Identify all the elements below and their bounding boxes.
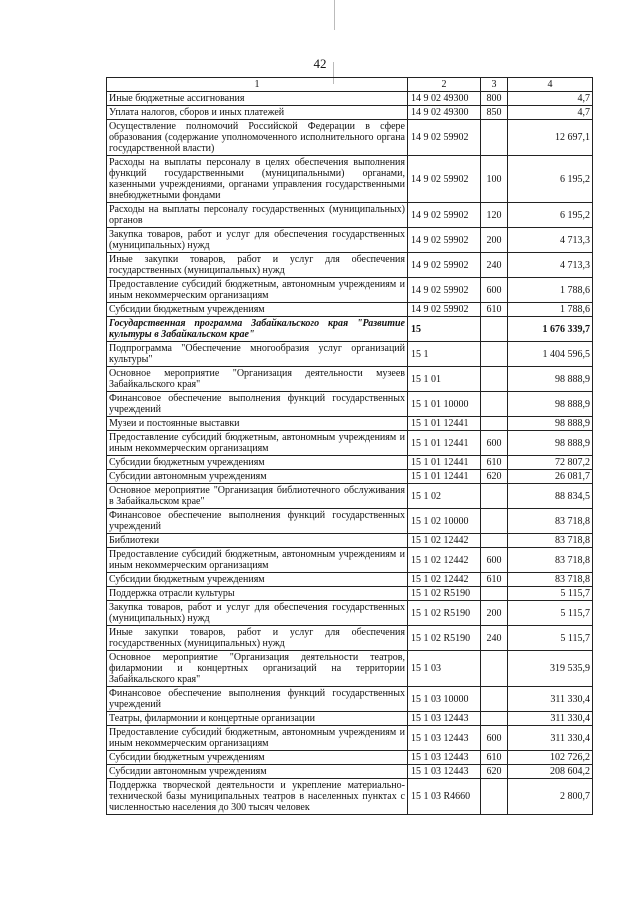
row-amount-cell: 102 726,2 [508,751,593,765]
row-name-cell: Поддержка отрасли культуры [107,587,408,601]
table-row [107,548,593,573]
row-name-cell: Субсидии бюджетным учреждениям [107,751,408,765]
table-row [107,601,593,626]
row-code-cell: 14 9 02 59902 [408,120,481,156]
table-row [107,751,593,765]
row-name-cell: Закупка товаров, работ и услуг для обеспечения государственных (муниципальных) нужд [107,228,408,253]
row-amount-cell: 12 697,1 [508,120,593,156]
row-code-cell: 14 9 02 59902 [408,303,481,317]
header-col-code: 2 [408,78,481,92]
row-type-cell: 620 [481,470,508,484]
row-name-cell: Субсидии бюджетным учреждениям [107,573,408,587]
row-amount-cell: 98 888,9 [508,392,593,417]
row-name-cell: Уплата налогов, сборов и иных платежей [107,106,408,120]
row-name-cell: Закупка товаров, работ и услуг для обеспечения государственных (муниципальных) нужд [107,601,408,626]
table-row [107,303,593,317]
row-amount-cell: 1 404 596,5 [508,342,593,367]
row-amount-cell: 98 888,9 [508,417,593,431]
table-row [107,573,593,587]
row-code-cell: 15 1 02 R5190 [408,587,481,601]
row-code-cell: 14 9 02 49300 [408,92,481,106]
row-type-cell [481,712,508,726]
row-code-cell: 15 1 01 12441 [408,456,481,470]
row-name-cell: Финансовое обеспечение выполнения функций государственных учреждений [107,687,408,712]
row-amount-cell: 1 788,6 [508,278,593,303]
row-type-cell: 600 [481,548,508,573]
row-amount-cell: 2 800,7 [508,779,593,815]
row-amount-cell: 208 604,2 [508,765,593,779]
table-row [107,253,593,278]
row-type-cell: 200 [481,601,508,626]
row-amount-cell: 83 718,8 [508,548,593,573]
row-code-cell: 15 1 02 10000 [408,509,481,534]
row-code-cell: 15 1 02 12442 [408,534,481,548]
row-name-cell: Музеи и постоянные выставки [107,417,408,431]
row-code-cell: 15 1 [408,342,481,367]
row-code-cell: 15 1 01 [408,367,481,392]
row-amount-cell: 311 330,4 [508,712,593,726]
row-code-cell: 15 1 03 [408,651,481,687]
row-code-cell: 15 1 03 10000 [408,687,481,712]
row-name-cell: Субсидии бюджетным учреждениям [107,303,408,317]
row-amount-cell: 6 195,2 [508,203,593,228]
row-code-cell: 15 1 03 R4660 [408,779,481,815]
row-type-cell [481,417,508,431]
row-code-cell: 15 1 02 [408,484,481,509]
row-amount-cell: 26 081,7 [508,470,593,484]
row-code-cell: 15 1 02 R5190 [408,601,481,626]
row-type-cell: 610 [481,751,508,765]
row-code-cell: 15 [408,317,481,342]
table-row [107,431,593,456]
row-code-cell: 14 9 02 59902 [408,228,481,253]
row-type-cell: 600 [481,431,508,456]
row-name-cell: Иные бюджетные ассигнования [107,92,408,106]
row-name-cell: Финансовое обеспечение выполнения функций государственных учреждений [107,509,408,534]
row-name-cell: Иные закупки товаров, работ и услуг для обеспечения государственных (муниципальных) нужд [107,626,408,651]
row-amount-cell: 311 330,4 [508,726,593,751]
table-row [107,484,593,509]
table-row [107,156,593,203]
row-name-cell: Предоставление субсидий бюджетным, автономным учреждениям и иным некоммерческим организациям [107,278,408,303]
row-type-cell: 240 [481,626,508,651]
row-code-cell: 14 9 02 59902 [408,156,481,203]
row-name-cell: Иные закупки товаров, работ и услуг для обеспечения государственных (муниципальных) нужд [107,253,408,278]
row-amount-cell: 5 115,7 [508,601,593,626]
row-name-cell: Субсидии автономным учреждениям [107,765,408,779]
table-row [107,587,593,601]
row-name-cell: Субсидии автономным учреждениям [107,470,408,484]
row-code-cell: 14 9 02 59902 [408,278,481,303]
row-code-cell: 14 9 02 59902 [408,203,481,228]
row-type-cell [481,120,508,156]
table-row [107,392,593,417]
row-amount-cell: 72 807,2 [508,456,593,470]
row-amount-cell: 98 888,9 [508,431,593,456]
row-name-cell: Основное мероприятие "Организация деятельности музеев Забайкальского края" [107,367,408,392]
row-type-cell [481,587,508,601]
table-row [107,712,593,726]
budget-table [106,77,593,815]
row-type-cell: 240 [481,253,508,278]
row-amount-cell: 4 713,3 [508,228,593,253]
row-type-cell [481,342,508,367]
row-amount-cell: 83 718,8 [508,509,593,534]
row-name-cell: Осуществление полномочий Российской Федерации в сфере образования (содержание уполномоченного исполнительного органа государственной власти) [107,120,408,156]
row-type-cell: 100 [481,156,508,203]
budget-table-container [106,77,593,815]
table-row [107,367,593,392]
table-row [107,106,593,120]
header-col-amount: 4 [508,78,593,92]
row-type-cell [481,779,508,815]
row-code-cell: 15 1 02 12442 [408,548,481,573]
row-amount-cell: 5 115,7 [508,626,593,651]
row-type-cell: 600 [481,726,508,751]
table-row [107,203,593,228]
row-code-cell: 15 1 01 12441 [408,470,481,484]
row-type-cell [481,687,508,712]
table-row [107,765,593,779]
row-name-cell: Подпрограмма "Обеспечение многообразия услуг организаций культуры" [107,342,408,367]
row-type-cell [481,367,508,392]
row-code-cell: 14 9 02 59902 [408,253,481,278]
row-type-cell: 120 [481,203,508,228]
table-row [107,317,593,342]
row-type-cell [481,317,508,342]
row-amount-cell: 319 535,9 [508,651,593,687]
row-code-cell: 15 1 01 12441 [408,431,481,456]
row-code-cell: 15 1 03 12443 [408,712,481,726]
row-type-cell [481,509,508,534]
row-name-cell: Финансовое обеспечение выполнения функций государственных учреждений [107,392,408,417]
row-amount-cell: 83 718,8 [508,534,593,548]
row-code-cell: 15 1 02 12442 [408,573,481,587]
table-header-row [107,78,593,92]
table-row [107,626,593,651]
table-row [107,417,593,431]
row-amount-cell: 4,7 [508,92,593,106]
table-row [107,509,593,534]
scan-mark [334,0,335,30]
row-type-cell: 610 [481,456,508,470]
row-name-cell: Поддержка творческой деятельности и укрепление материально-технической базы муниципальных театров в населенных пунктах с численностью населения до 300 тысяч человек [107,779,408,815]
row-type-cell [481,392,508,417]
row-code-cell: 15 1 03 12443 [408,751,481,765]
row-name-cell: Предоставление субсидий бюджетным, автономным учреждениям и иным некоммерческим организациям [107,431,408,456]
header-col-name: 1 [107,78,408,92]
row-amount-cell: 83 718,8 [508,573,593,587]
row-name-cell: Расходы на выплаты персоналу государственных (муниципальных) органов [107,203,408,228]
row-amount-cell: 1 788,6 [508,303,593,317]
row-code-cell: 15 1 01 10000 [408,392,481,417]
row-type-cell: 800 [481,92,508,106]
row-type-cell: 200 [481,228,508,253]
row-code-cell: 14 9 02 49300 [408,106,481,120]
row-type-cell: 620 [481,765,508,779]
table-row [107,651,593,687]
table-row [107,534,593,548]
row-amount-cell: 98 888,9 [508,367,593,392]
table-row [107,470,593,484]
row-name-cell: Театры, филармонии и концертные организации [107,712,408,726]
row-amount-cell: 311 330,4 [508,687,593,712]
row-amount-cell: 6 195,2 [508,156,593,203]
table-row [107,278,593,303]
row-amount-cell: 4,7 [508,106,593,120]
table-row [107,687,593,712]
row-type-cell: 850 [481,106,508,120]
row-name-cell: Основное мероприятие "Организация деятельности театров, филармонии и концертных организаций на территории Забайкальского края" [107,651,408,687]
row-type-cell [481,534,508,548]
row-amount-cell: 1 676 339,7 [508,317,593,342]
table-row [107,726,593,751]
row-name-cell: Субсидии бюджетным учреждениям [107,456,408,470]
row-type-cell [481,651,508,687]
row-type-cell: 610 [481,573,508,587]
row-code-cell: 15 1 02 R5190 [408,626,481,651]
row-name-cell: Предоставление субсидий бюджетным, автономным учреждениям и иным некоммерческим организациям [107,548,408,573]
row-name-cell: Предоставление субсидий бюджетным, автономным учреждениям и иным некоммерческим организациям [107,726,408,751]
row-type-cell [481,484,508,509]
row-type-cell: 600 [481,278,508,303]
table-row [107,92,593,106]
table-row [107,342,593,367]
table-row [107,228,593,253]
row-name-cell: Библиотеки [107,534,408,548]
table-row [107,779,593,815]
table-row [107,456,593,470]
row-amount-cell: 88 834,5 [508,484,593,509]
row-code-cell: 15 1 03 12443 [408,726,481,751]
row-amount-cell: 4 713,3 [508,253,593,278]
row-name-cell: Государственная программа Забайкальского края "Развитие культуры в Забайкальском крае" [107,317,408,342]
header-col-type: 3 [481,78,508,92]
page-number: 42 [313,56,327,71]
row-type-cell: 610 [481,303,508,317]
row-name-cell: Основное мероприятие "Организация библиотечного обслуживания в Забайкальском крае" [107,484,408,509]
table-row [107,120,593,156]
row-code-cell: 15 1 01 12441 [408,417,481,431]
row-name-cell: Расходы на выплаты персоналу в целях обеспечения выполнения функций государственными (муниципальными) органами, казенными учреждениями, органами управления государственными внебюджетными фондами [107,156,408,203]
row-code-cell: 15 1 03 12443 [408,765,481,779]
table-body [107,92,593,815]
row-amount-cell: 5 115,7 [508,587,593,601]
